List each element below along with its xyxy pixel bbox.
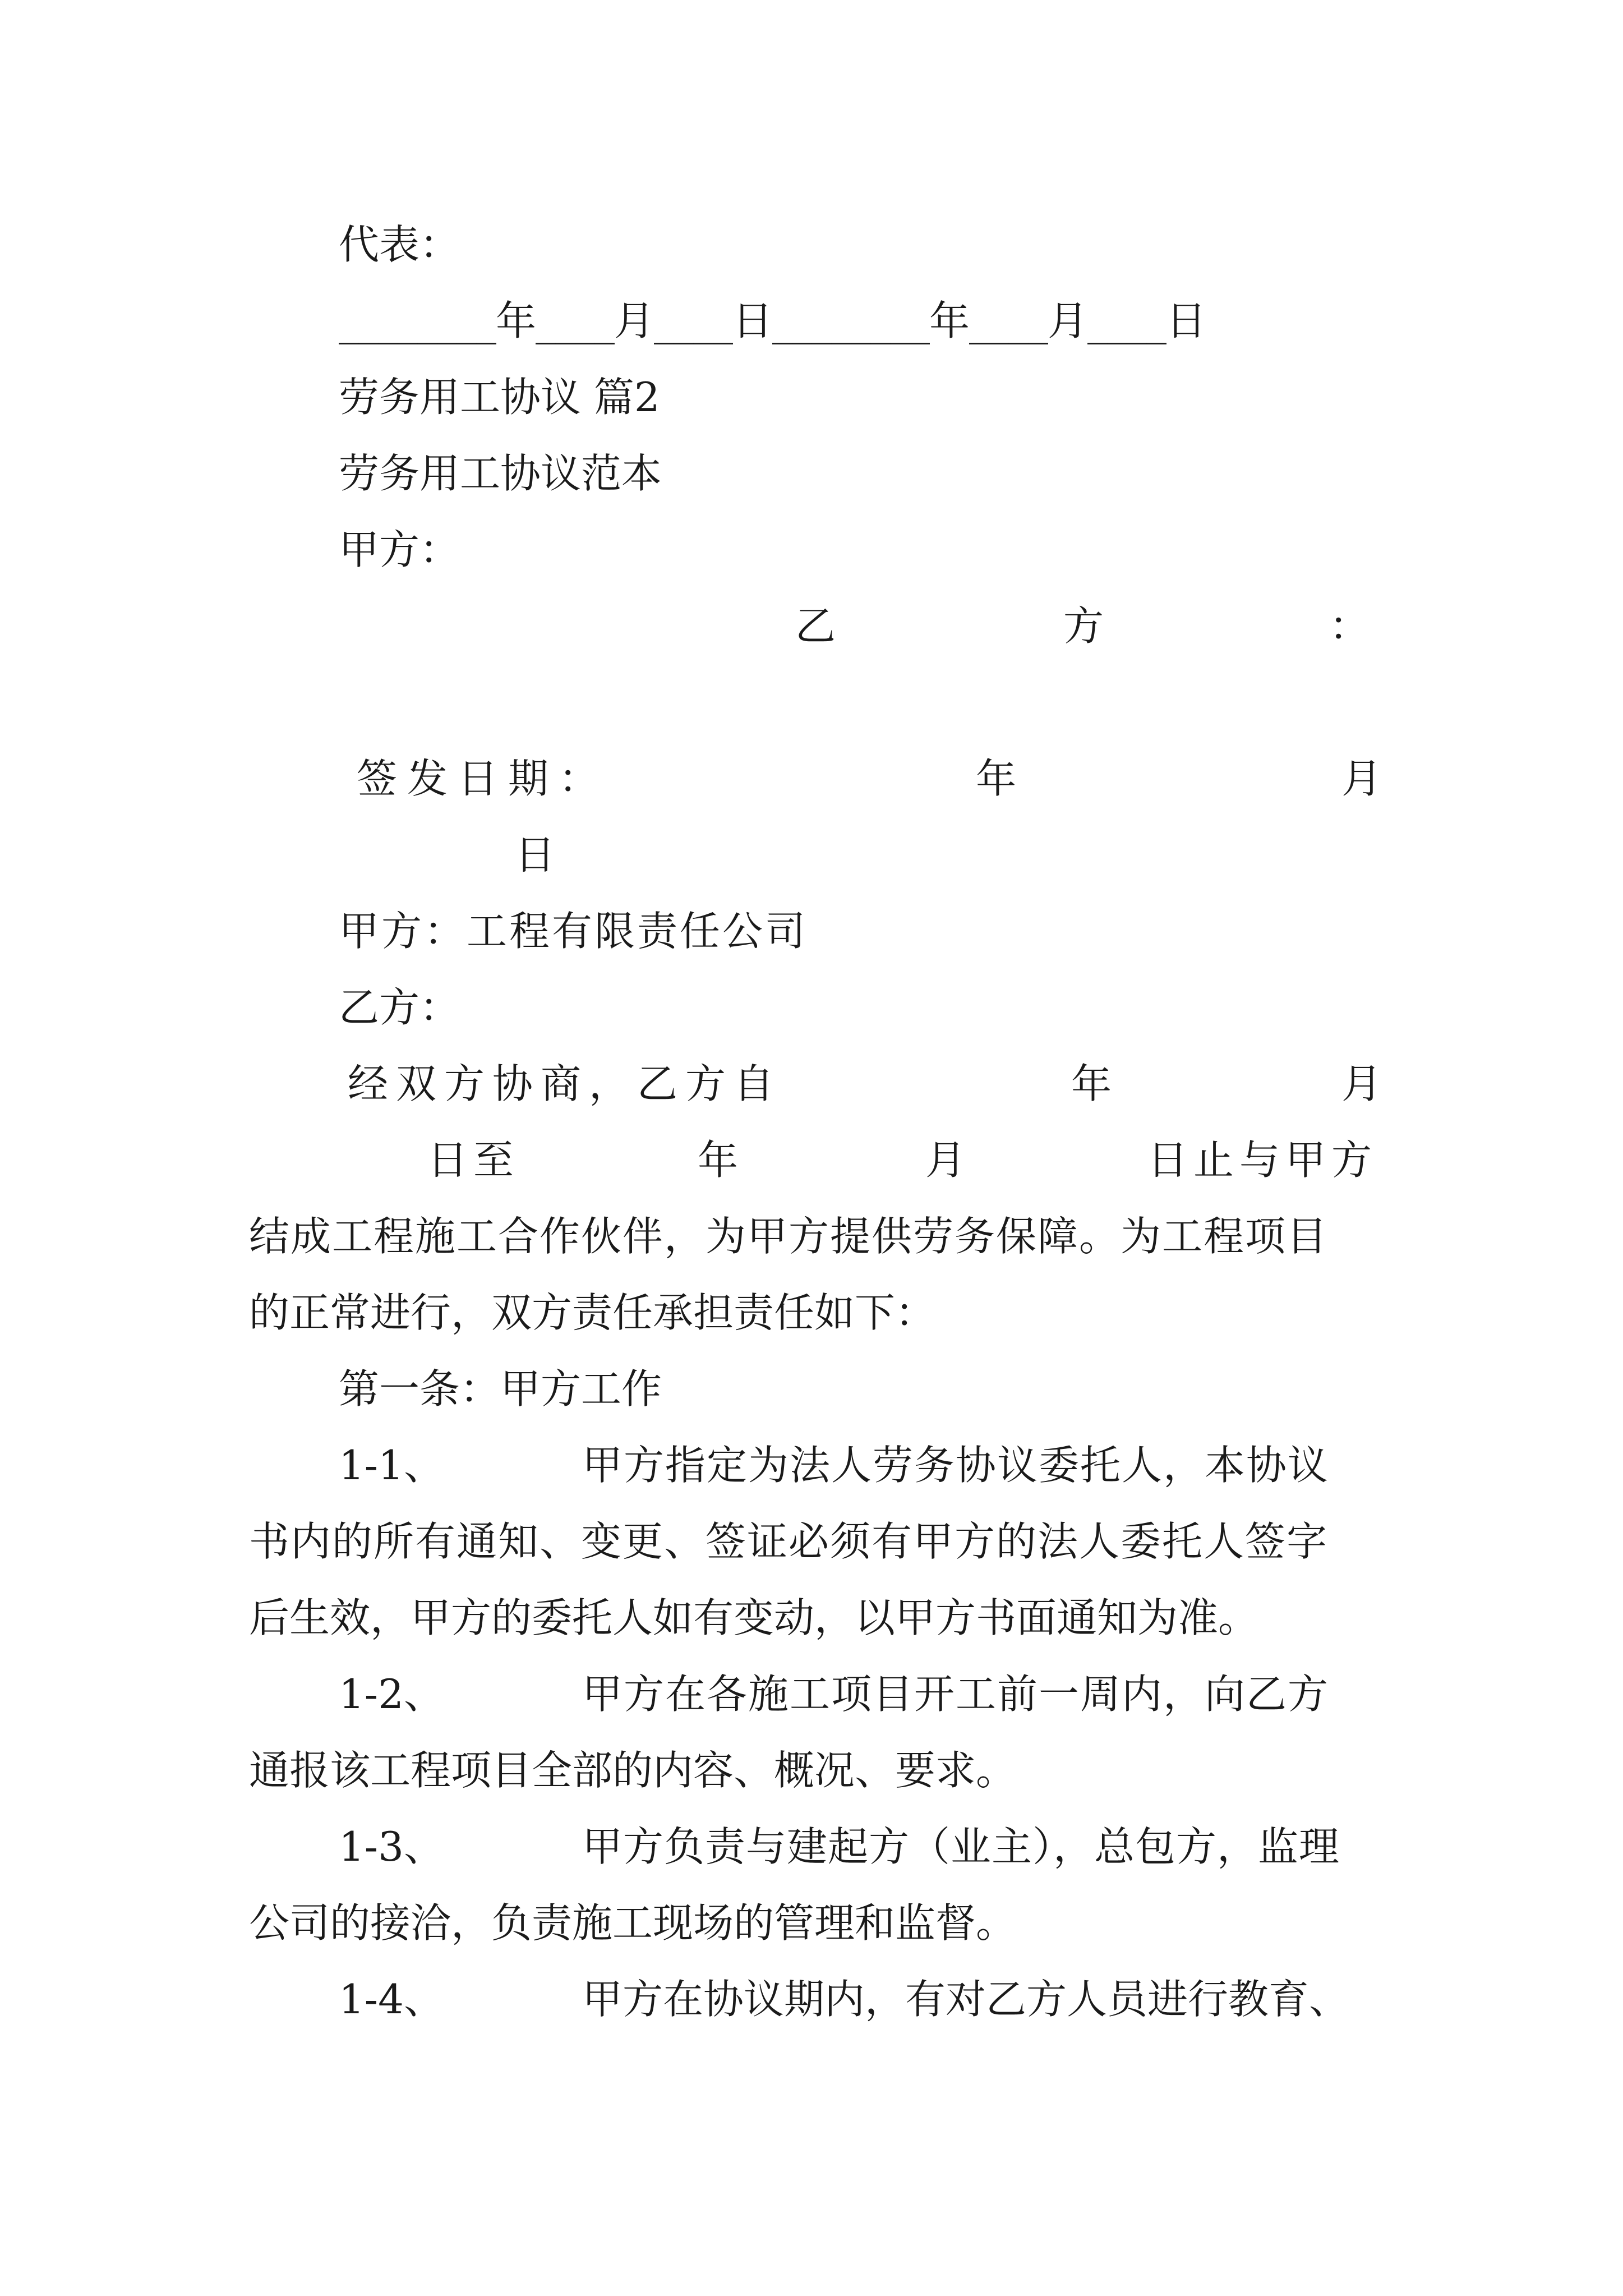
clause-line: 书内的所有通知、变更、签证必须有甲方的法人委托人签字 [249,1518,1329,1565]
party-a-company: 甲方：工程有限责任公司 [339,908,808,955]
consult-line2-month: 月 [925,1137,966,1184]
section-heading: 劳务用工协议 篇2 [339,374,660,421]
clause-number: 1-3、 [339,1823,444,1870]
consult-line1-year: 年 [1071,1060,1112,1107]
clause-first-line: 甲方指定为法人劳务协议委托人，本协议 [582,1442,1330,1489]
consult-line3: 结成工程施工合作伙伴，为甲方提供劳务保障。为工程项目 [249,1213,1329,1260]
clause-first-line: 甲方在协议期内，有对乙方人员进行教育、 [582,1976,1350,2023]
consult-line2-year: 年 [698,1137,739,1184]
consult-line1-month: 月 [1341,1060,1382,1107]
representative-label: 代表： [339,221,460,268]
consult-line4: 的正常进行，双方责任承担责任如下： [249,1289,936,1336]
issue-date-day: 日 [515,831,556,878]
party-b-char-1: 乙 [795,602,836,650]
clause-line: 通报该工程项目全部的内容、概况、要求。 [249,1747,1017,1794]
article-1-title: 第一条：甲方工作 [339,1365,662,1412]
party-b-char-3: ： [1329,602,1370,650]
clause-number: 1-1、 [339,1442,444,1489]
issue-date-year: 年 [976,755,1017,802]
issue-date-label: 签发日期： [357,755,610,802]
clause-number: 1-2、 [339,1671,444,1718]
consult-line2-end: 日止与甲方 [1147,1137,1378,1184]
party-b-char-2: 方 [1063,602,1104,650]
party-b-label: 乙方： [339,984,460,1031]
clause-first-line: 甲方在各施工项目开工前一周内，向乙方 [582,1671,1330,1718]
consult-line2-text: 日至 [427,1137,520,1184]
signature-date-line: ________年____月____日________年____月____日 [339,297,1206,344]
clause-first-line: 甲方负责与建起方（业主），总包方，监理 [582,1823,1340,1870]
issue-date-month: 月 [1341,755,1382,802]
clause-line: 公司的接洽，负责施工现场的管理和监督。 [249,1899,1017,1947]
clause-line: 后生效，甲方的委托人如有变动，以甲方书面通知为准。 [249,1594,1259,1641]
template-title: 劳务用工协议范本 [339,450,662,497]
consult-line1-text: 经双方协商，乙方自 [348,1060,782,1107]
clause-number: 1-4、 [339,1976,444,2023]
party-a-top-label: 甲方： [339,526,460,573]
